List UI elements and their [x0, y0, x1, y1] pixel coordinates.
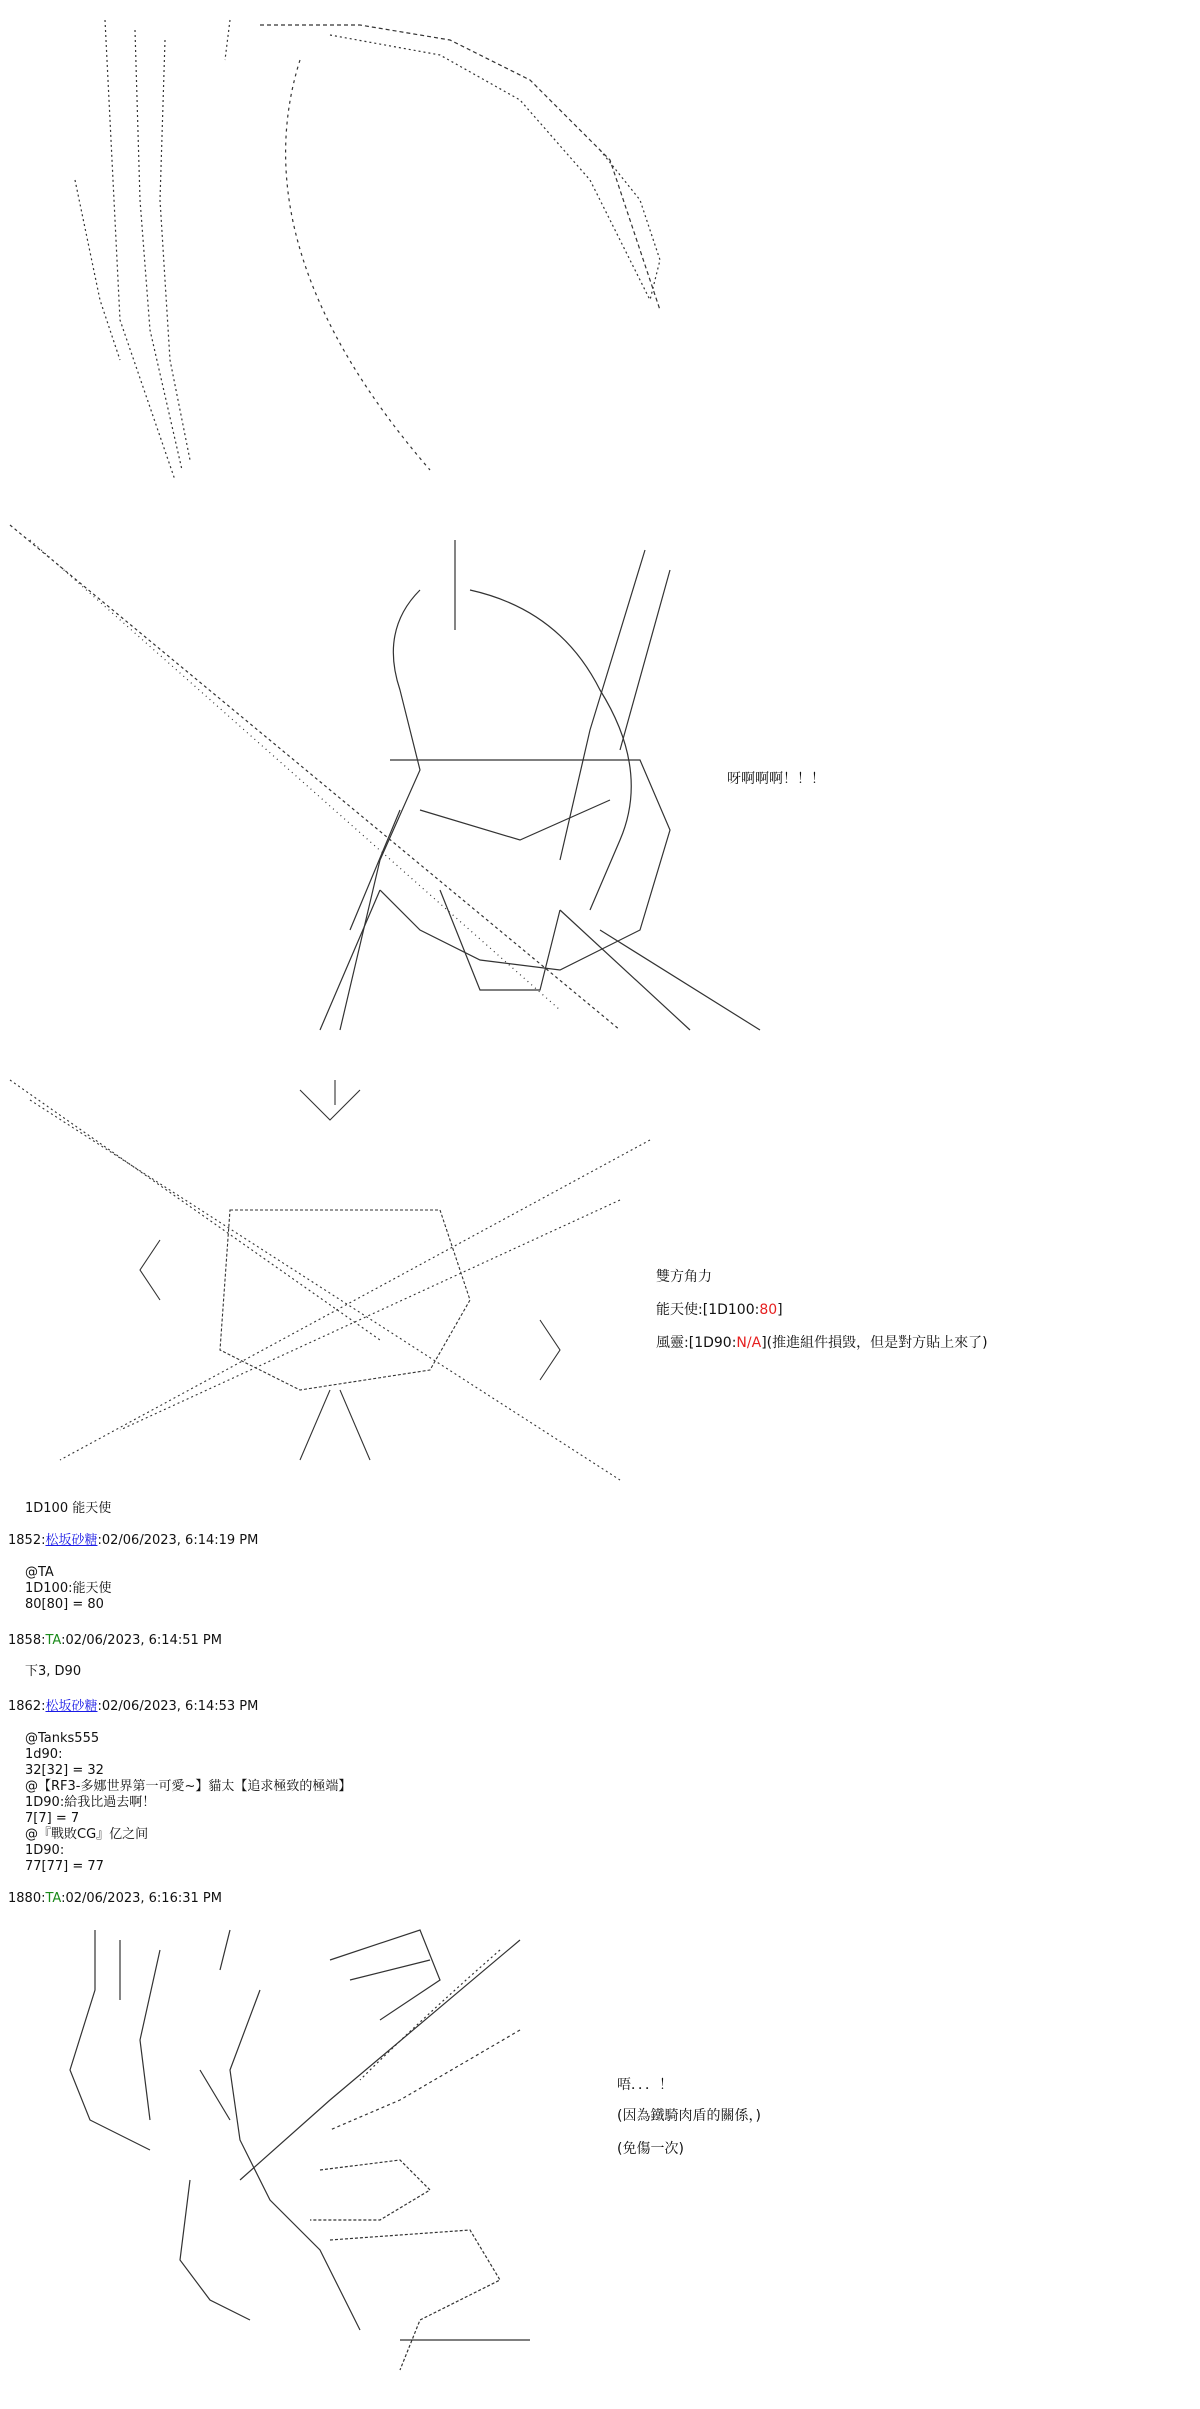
post-line: @【RF3-多娜世界第一可愛~】貓太【追求極致的極端】 [25, 1779, 352, 1794]
post-header [8, 1632, 222, 1650]
post-line: @TA [25, 1565, 54, 1580]
post-body [25, 1565, 111, 1613]
panel4-line3: (免傷一次) [617, 2141, 684, 2157]
panel4-line1: 唔．．．！ [617, 2077, 673, 2093]
post-number: 1862: [8, 1699, 46, 1714]
post-time: :02/06/2023, 6:14:19 PM [97, 1533, 259, 1548]
post-header [8, 1532, 258, 1550]
ascii-art-panel-2 [0, 510, 780, 1040]
panel3-line1-label: 能天使: [656, 1302, 703, 1318]
panel3-line1-value: 80 [759, 1302, 778, 1318]
panel3-title: 雙方角力 [656, 1269, 712, 1285]
ascii-art-panel-1 [0, 0, 700, 490]
panel3-line1-roll: 1D100: [708, 1302, 760, 1318]
post-number: 1852: [8, 1533, 46, 1548]
post-line: 下3, D90 [25, 1664, 82, 1679]
post-line: 80[80] = 80 [25, 1597, 104, 1612]
post-number: 1880: [8, 1891, 46, 1906]
poster-name[interactable]: TA [45, 1891, 62, 1906]
panel3-line2 [656, 1334, 988, 1352]
post-time: :02/06/2023, 6:14:51 PM [61, 1633, 222, 1648]
post-time: :02/06/2023, 6:16:31 PM [61, 1891, 222, 1906]
post-number: 1858: [8, 1633, 46, 1648]
ascii-art-panel-3 [0, 1070, 660, 1490]
poster-name-link[interactable]: 松坂砂糖 [45, 1533, 98, 1548]
panel3-line2-close: ] [761, 1335, 767, 1351]
panel3-line2-roll: 1D90: [694, 1335, 737, 1351]
ascii-art-panel-4 [0, 1920, 560, 2390]
panel3-line1-open: [ [702, 1302, 709, 1318]
post-line: 1d90: [25, 1747, 63, 1762]
post-time: :02/06/2023, 6:14:53 PM [97, 1699, 259, 1714]
post-line: 32[32] = 32 [25, 1763, 104, 1778]
post-line: 7[7] = 7 [25, 1811, 80, 1826]
post-header [8, 1890, 222, 1908]
poster-name-link[interactable]: 松坂砂糖 [45, 1699, 98, 1714]
post-line: @『戰敗CG』亿之间 [25, 1827, 149, 1842]
post-line: 77[77] = 77 [25, 1859, 104, 1874]
panel3-line2-open: [ [688, 1335, 695, 1351]
poster-name[interactable]: TA [45, 1633, 62, 1648]
panel3-line1-close: ] [777, 1302, 783, 1318]
post-body [25, 1664, 81, 1680]
panel3-line2-value: N/A [736, 1335, 762, 1351]
shout-text: 呀啊啊啊！！！ [727, 771, 825, 787]
post-body [25, 1731, 351, 1875]
post-header [8, 1698, 258, 1716]
post-line: 1D100:能天使 [25, 1581, 112, 1596]
panel3-line2-label: 風靈: [656, 1335, 689, 1351]
panel4-line2: (因為鐵騎肉盾的關係，) [617, 2108, 761, 2124]
post-line: 1D90:給我比過去啊！ [25, 1795, 156, 1810]
panel3-line2-note: (推進組件損毀，但是對方貼上來了) [766, 1335, 988, 1351]
post-line: 1D90: [25, 1843, 65, 1858]
post-line: @Tanks555 [25, 1731, 100, 1746]
roll-caption: 1D100 能天使 [25, 1501, 112, 1516]
panel3-line1 [656, 1301, 783, 1319]
